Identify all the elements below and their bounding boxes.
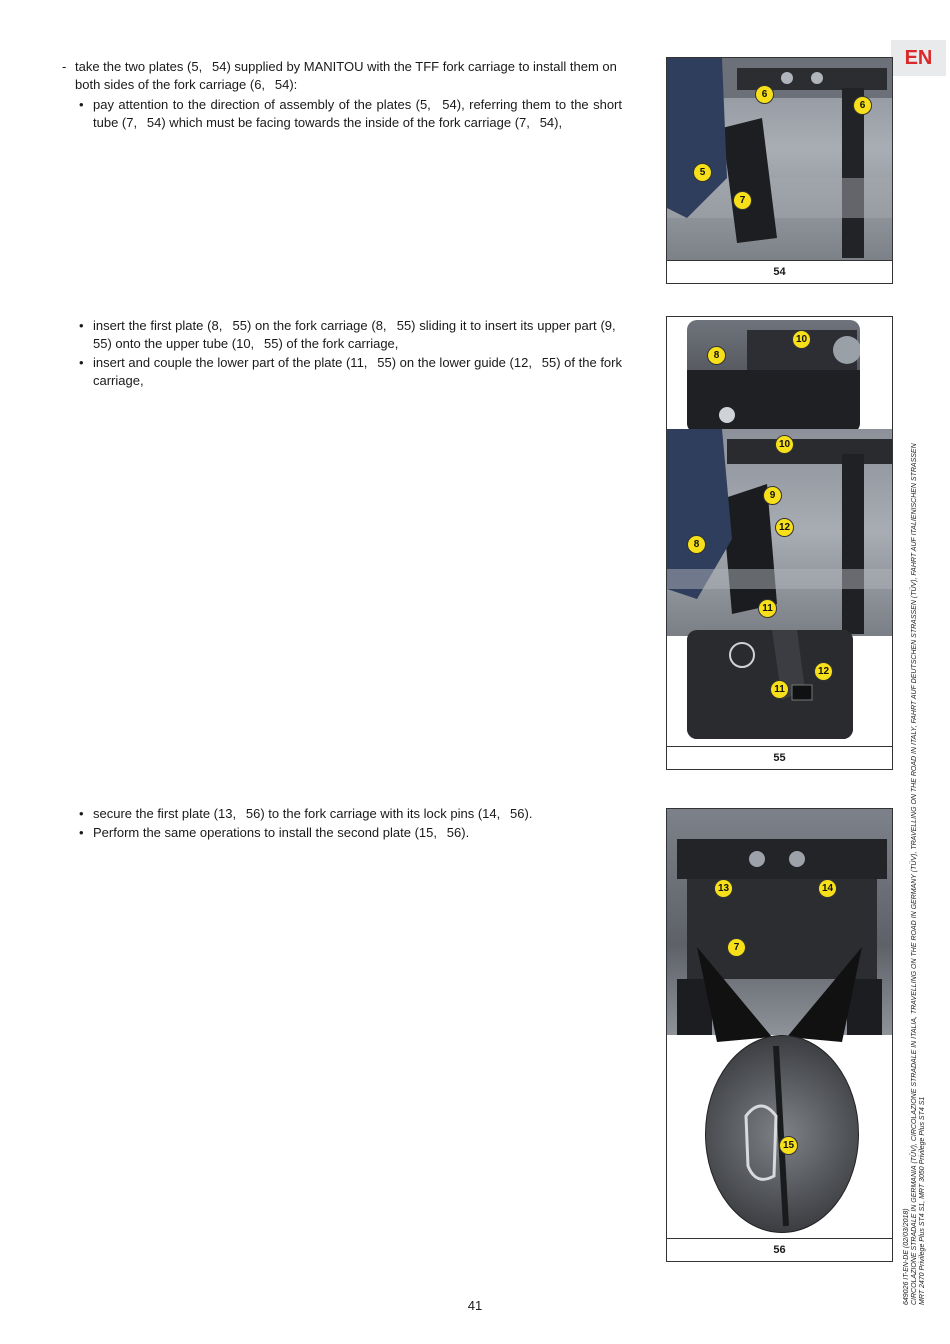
callout-11: 11 [770,680,789,699]
bullet-item [79,824,622,842]
figure-caption: 56 [667,1238,892,1261]
callout-6: 6 [755,85,774,104]
language-tab: EN [891,40,946,76]
document-sidebar [903,443,950,1305]
callout-12: 12 [814,662,833,681]
document-code: 649026 IT-EN-DE (02/03/2018) [903,1208,910,1305]
callout-14: 14 [818,879,837,898]
document-models: MRT 2470 Privilege Plus ST4 S1, MRT 3050 Privilege Plus ST4 S1 [919,1096,926,1305]
fork-carriage-illustration [667,58,892,261]
bullet-item [79,317,622,353]
upper-tube-detail-photo [687,320,860,433]
bullet-item [79,354,622,390]
lock-pin-illustration [706,1036,858,1232]
plate-insertion-photo [667,429,892,636]
bullet-text: insert the first plate (8, 55) on the fork carriage (8, 55) sliding it to insert its upper part (9, 55) onto the upper tube (10, 55) of the fork carriage, [93,318,622,351]
document-sections: CIRCOLAZIONE STRADALE IN GERMANIA (TÜV), CIRCOLAZIONE STRADALE IN ITALIA, TRAVELLING ON THE ROAD IN GERMANY (TÜV), TRAVELLING ON THE ROAD IN ITALY, FAHRT AUF DEUTSCHEN STRASSEN (TÜV), FAHRT AUF ITALIENISCHEN STRASSEN [911,443,918,1305]
bullet-dot: • [79,806,84,821]
lower-guide-detail-photo [687,630,853,739]
bullet-text: insert and couple the lower part of the plate (11, 55) on the lower guide (12, 55) of the fork carriage, [93,355,622,388]
zoom-pointer [667,947,892,1042]
page-number: 41 [467,1298,483,1313]
bullet-dot: • [79,97,84,112]
callout-8: 8 [687,535,706,554]
bullet-text: secure the first plate (13, 56) to the fork carriage with its lock pins (14, 56). [93,806,533,821]
callout-15: 15 [779,1136,798,1155]
callout-5: 5 [693,163,712,182]
intro-text: take the two plates (5, 54) supplied by MANITOU with the TFF fork carriage to install them on both sides of the fork carriage (6, 54): [75,59,617,92]
lock-pin-detail-photo [705,1035,859,1233]
fork-carriage-photo [667,58,892,261]
upper-tube-illustration [687,320,860,433]
figure-caption: 54 [667,260,892,283]
callout-11: 11 [758,599,777,618]
figure-56 [666,808,893,1262]
bullet-text: Perform the same operations to install the second plate (15, 56). [93,825,470,840]
figure-54 [666,57,893,284]
figure-caption: 55 [667,746,892,769]
figure-55 [666,316,893,770]
bullet-dot: • [79,318,84,333]
bullet-dot: • [79,825,84,840]
bullet-item [79,805,622,823]
intro-step [62,58,622,94]
callout-7: 7 [733,191,752,210]
callout-10: 10 [792,330,811,349]
dash-marker: - [62,59,67,74]
callout-9: 9 [763,486,782,505]
callout-6: 6 [853,96,872,115]
callout-13: 13 [714,879,733,898]
callout-8: 8 [707,346,726,365]
callout-12: 12 [775,518,794,537]
callout-7: 7 [727,938,746,957]
bullet-text: pay attention to the direction of assembly of the plates (5, 54), referring them to the short tube (7, 54) which must be facing towards the inside of the fork carriage (7, 54), [93,97,622,130]
bullet-dot: • [79,355,84,370]
bullet-item [79,96,622,132]
callout-10: 10 [775,435,794,454]
